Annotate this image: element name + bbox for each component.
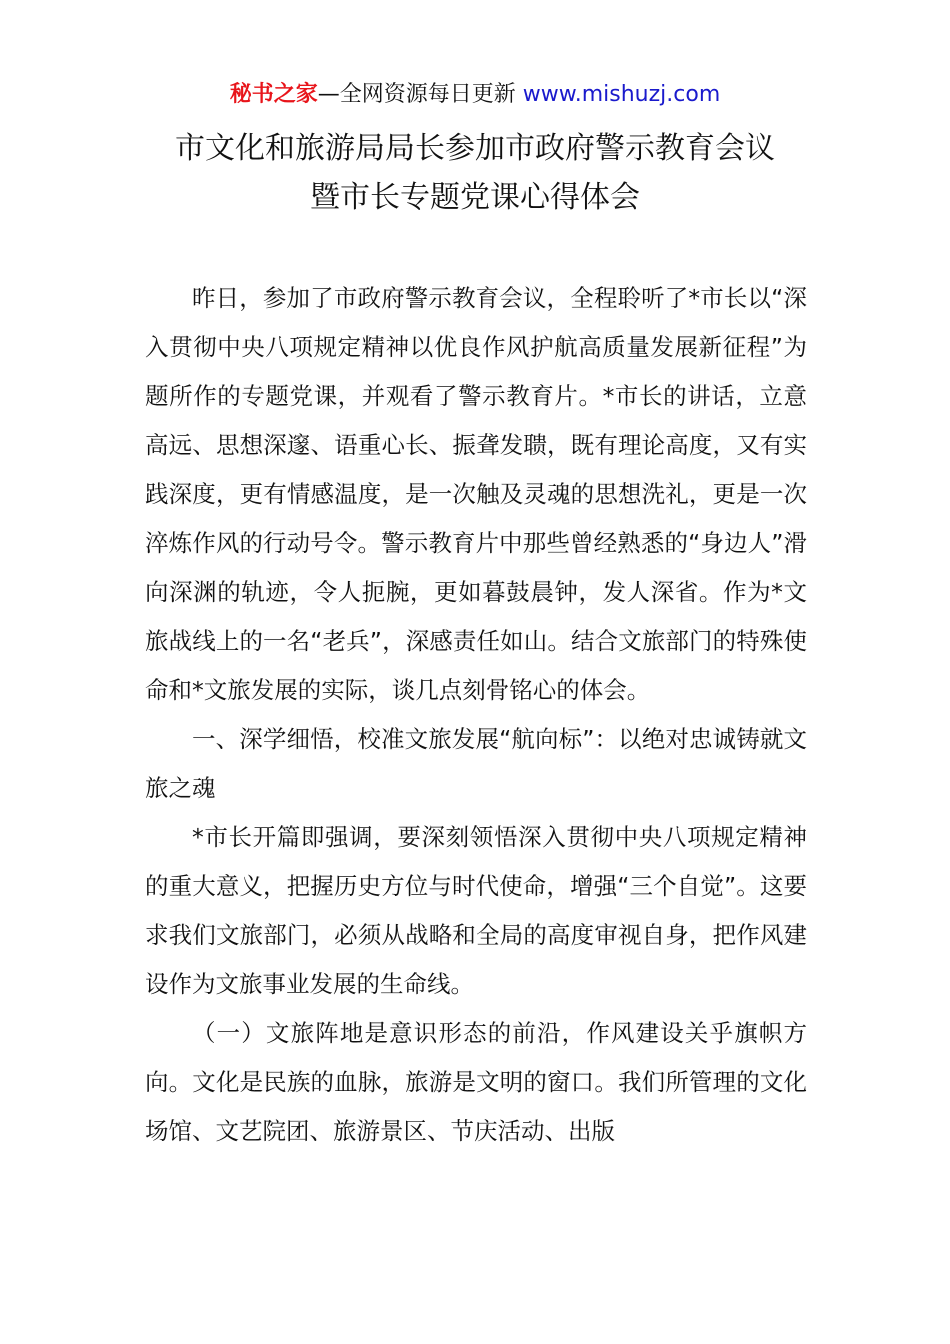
site-header [0,78,950,112]
site-url-link[interactable]: www.mishuzj.com [522,82,721,107]
paragraph-intro: 昨日，参加了市政府警示教育会议，全程聆听了*市长以“深入贯彻中央八项规定精神以优良作风护航高质量发展新征程”为题所作的专题党课，并观看了警示教育片。*市长的讲话，立意高远、思想深邃、语重心长、振聋发聩，既有理论高度，又有实践深度，更有情感温度，是一次触及灵魂的思想洗礼，更是一次淬炼作风的行动号令。警示教育片中那些曾经熟悉的“身边人”滑向深渊的轨迹，令人扼腕，更如暮鼓晨钟，发人深省。作为*文旅战线上的一名“老兵”，深感责任如山。结合文旅部门的特殊使命和*文旅发展的实际，谈几点刻骨铭心的体会。 [145,284,807,704]
brand-name: 秘书之家 [229,82,318,107]
document-title [0,124,950,222]
document-body [145,274,807,1156]
section-heading-1: 一、深学细悟，校准文旅发展“航向标”：以绝对忠诚铸就文旅之魂 [145,725,807,802]
title-line-2: 暨市长专题党课心得体会 [310,180,640,215]
paragraph-subsection-1: （一）文旅阵地是意识形态的前沿，作风建设关乎旗帜方向。文化是民族的血脉，旅游是文明的窗口。我们所管理的文化场馆、文艺院团、旅游景区、节庆活动、出版 [145,1019,807,1145]
title-line-1: 市文化和旅游局局长参加市政府警示教育会议 [175,131,775,166]
paragraph-section-1: *市长开篇即强调，要深刻领悟深入贯彻中央八项规定精神的重大意义，把握历史方位与时代使命，增强“三个自觉”。这要求我们文旅部门，必须从战略和全局的高度审视自身，把作风建设作为文旅事业发展的生命线。 [145,823,807,998]
header-tagline: —全网资源每日更新 [317,82,523,107]
